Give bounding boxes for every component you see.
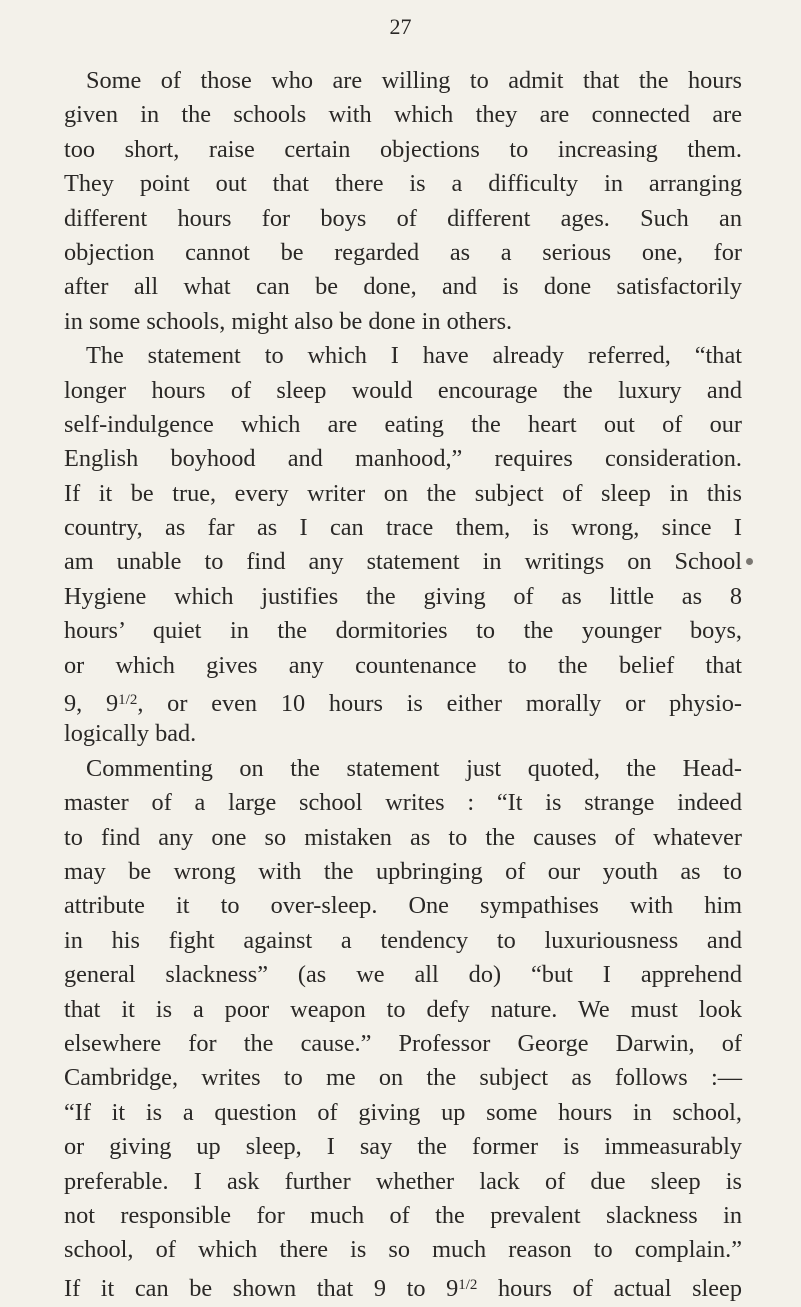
text-segment: hours of actual sleep — [477, 1274, 742, 1302]
text-line — [64, 683, 742, 717]
page-number: 27 — [389, 14, 412, 39]
text-line: country, as far as I can trace them, is wrong, since I — [64, 514, 742, 542]
text-line: hours’ quiet in the dormitories to the younger boys, — [64, 617, 742, 645]
text-line: preferable. I ask further whether lack of due sleep is — [64, 1167, 742, 1195]
text-line: too short, raise certain objections to increasing them. — [64, 135, 742, 163]
text-line: attribute it to over-sleep. One sympathises with him — [64, 892, 742, 920]
text-line: after all what can be done, and is done satisfactorily — [64, 273, 742, 301]
text-line: may be wrong with the upbringing of our youth as to — [64, 857, 742, 885]
text-line: given in the schools with which they are connected are — [64, 101, 742, 129]
body-text — [64, 64, 742, 1302]
text-line: not responsible for much of the prevalent slackness in — [64, 1201, 742, 1229]
fraction-half: 1/2 — [118, 692, 138, 709]
text-line: objection cannot be regarded as a serious one, for — [64, 238, 742, 266]
fraction-half: 1/2 — [458, 1276, 478, 1293]
text-line: to find any one so mistaken as to the causes of whatever — [64, 823, 742, 851]
text-line: elsewhere for the cause.” Professor George Darwin, of — [64, 1029, 742, 1057]
text-line: They point out that there is a difficulty in arranging — [64, 170, 742, 198]
text-line: master of a large school writes : “It is strange indeed — [64, 789, 742, 817]
text-line: “If it is a question of giving up some hours in school, — [64, 1098, 742, 1126]
text-line: or giving up sleep, I say the former is immeasurably — [64, 1133, 742, 1161]
text-line: general slackness” (as we all do) “but I apprehend — [64, 961, 742, 989]
text-line: that it is a poor weapon to defy nature. We must look — [64, 995, 742, 1023]
text-line: Commenting on the statement just quoted, the Head- — [86, 754, 742, 782]
text-segment: , or even 10 hours is either morally or physio- — [137, 689, 742, 717]
text-line: Cambridge, writes to me on the subject as follows :— — [64, 1064, 742, 1092]
text-line — [64, 1268, 742, 1302]
text-line: Some of those who are willing to admit that the hours — [86, 67, 742, 94]
text-line: English boyhood and manhood,” requires consideration. — [64, 445, 742, 473]
text-line: school, of which there is so much reason to complain.” — [64, 1236, 742, 1264]
text-line: Hygiene which justifies the giving of as little as 8 — [64, 582, 742, 610]
text-segment: If it can be shown that 9 to 9 — [64, 1274, 459, 1302]
text-line: in his fight against a tendency to luxuriousness and — [64, 926, 742, 954]
print-speck — [746, 558, 753, 565]
text-line: The statement to which I have already referred, “that — [86, 342, 742, 370]
text-line: longer hours of sleep would encourage the luxury and — [64, 376, 742, 404]
text-line: logically bad. — [64, 720, 197, 748]
text-line: self-indulgence which are eating the heart out of our — [64, 410, 742, 438]
text-segment: 9, 9 — [64, 689, 119, 717]
text-line: in some schools, might also be done in others. — [64, 307, 513, 335]
text-line: or which gives any countenance to the belief that — [64, 651, 742, 679]
text-line: different hours for boys of different ages. Such an — [64, 204, 742, 232]
text-line: am unable to find any statement in writings on School — [64, 548, 742, 576]
text-line: If it be true, every writer on the subject of sleep in this — [64, 479, 742, 507]
